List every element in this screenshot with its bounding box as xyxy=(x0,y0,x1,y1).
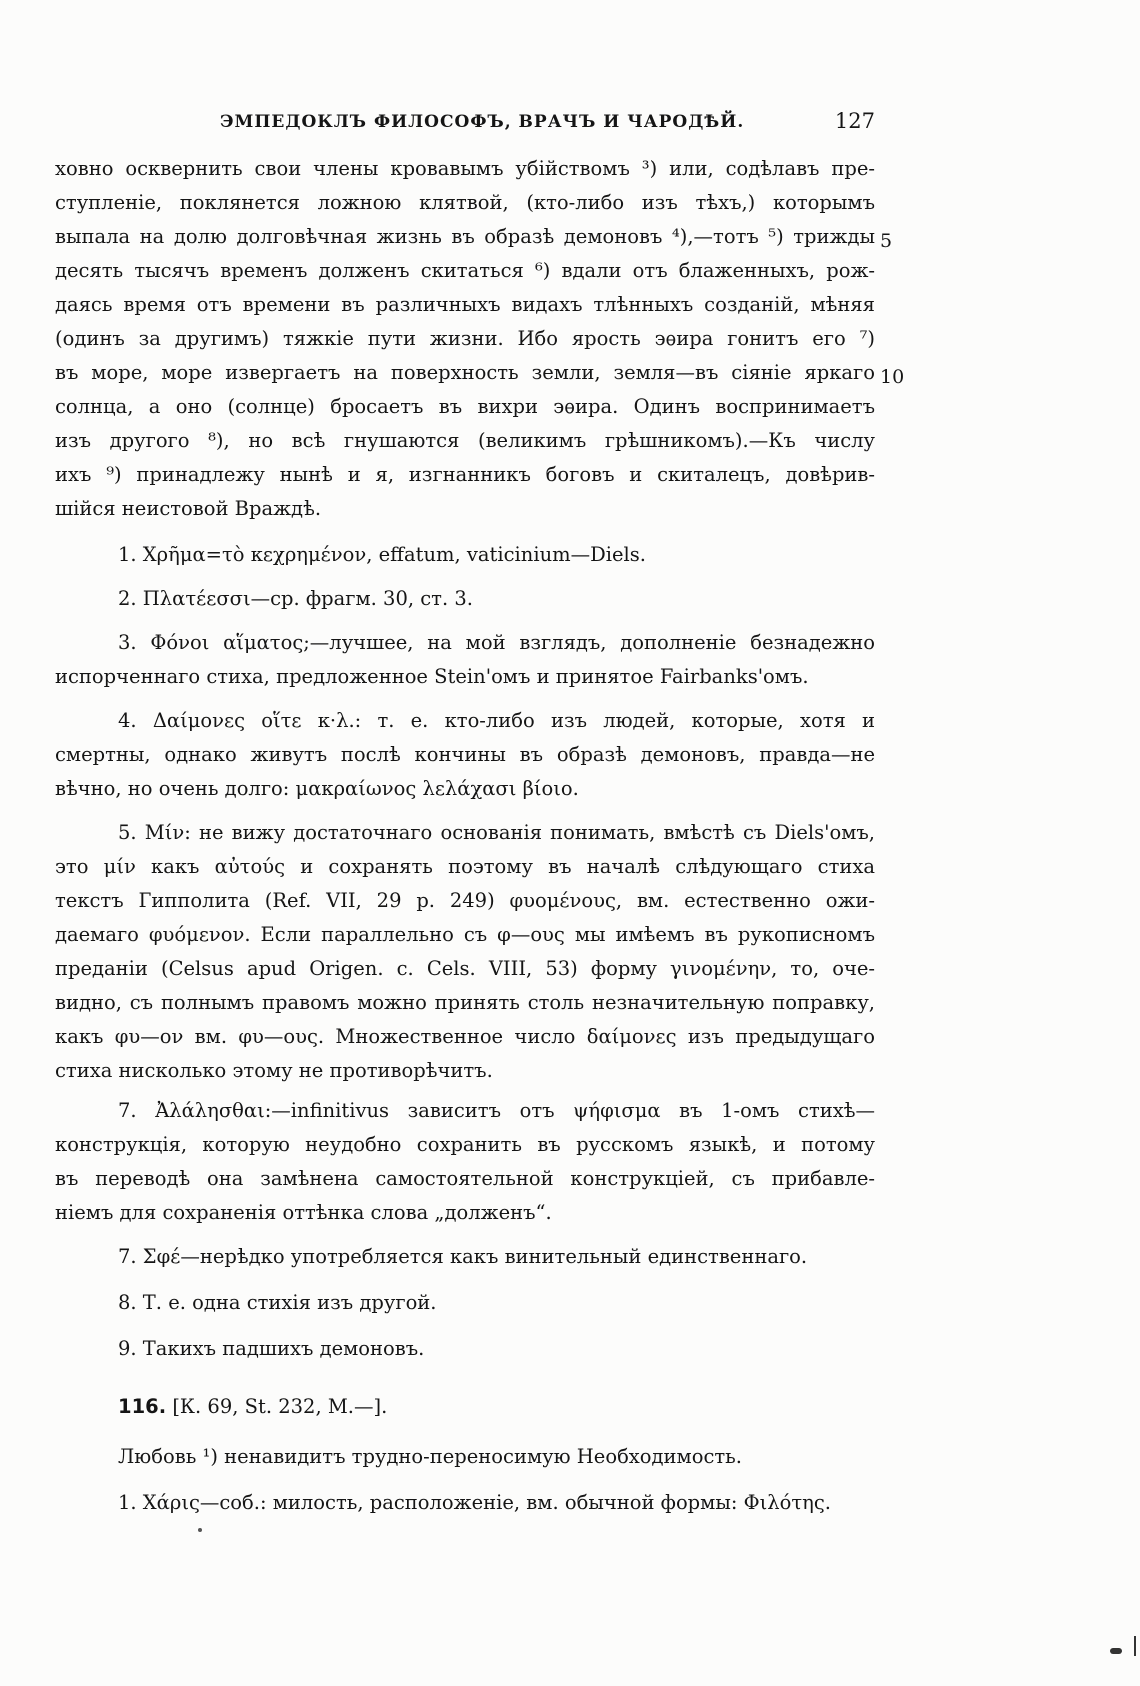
footnote-line: 4. Δαίμονες οἵτε κ·λ.: т. е. кто-либо изъ людей, которые, хотя и xyxy=(118,709,875,732)
footnote-line: конструкція, которую неудобно сохранить въ русскомъ языкѣ, и потому xyxy=(55,1133,875,1156)
footnote-line: 7. Ἀλάλησθαι:—infinitivus зависитъ отъ ψήφισμα въ 1-омъ стихѣ— xyxy=(118,1099,875,1122)
footnote-line: смертны, однако живутъ послѣ кончины въ образѣ демоновъ, правда—не xyxy=(55,743,875,766)
footnote-line: 2. Πλατέεσσι—ср. фрагм. 30, ст. 3. xyxy=(118,587,473,610)
footnote-line: 1. Χρῆμα=τὸ κεχρημένον, effatum, vaticinium—Diels. xyxy=(118,543,646,566)
footnote-line: преданіи (Celsus apud Origen. c. Cels. VIII, 53) форму γινομένην, то, оче- xyxy=(55,957,875,980)
footnote-line: даемаго φυόμενον. Если параллельно съ φ—ους мы имѣемъ въ рукописномъ xyxy=(55,923,875,946)
text-line: шійся неистовой Враждѣ. xyxy=(55,497,322,520)
fragment-footnote xyxy=(55,1486,875,1520)
footnote-line: 1. Χάρις—соб.: милость, расположеніе, вм. обычной формы: Φιλότης. xyxy=(118,1491,831,1514)
text-line: солнца, а оно (солнце) бросаетъ въ вихри эѳира. Одинъ воспринимаетъ xyxy=(55,395,875,418)
fragment-heading-line xyxy=(55,1390,875,1424)
fragment-number: 116. xyxy=(118,1395,167,1418)
footnote-7b xyxy=(55,1240,875,1274)
footnote-line: 8. Т. е. одна стихія изъ другой. xyxy=(118,1291,437,1314)
footnote-8 xyxy=(55,1286,875,1320)
footnote-line: стиха нисколько этому не противорѣчитъ. xyxy=(55,1059,493,1082)
footnote-9 xyxy=(55,1332,875,1366)
text-line: выпала на долю долговѣчная жизнь въ образѣ демоновъ ⁴),—тотъ ⁵) трижды xyxy=(55,225,875,248)
footnote-line: 5. Μίν: не вижу достаточнаго основанія понимать, вмѣстѣ съ Diels'омъ, xyxy=(118,821,875,844)
fragment-heading xyxy=(55,1390,875,1424)
text-line: (одинъ за другимъ) тяжкіе пути жизни. Ибо ярость эѳира гонитъ его ⁷) xyxy=(55,327,875,350)
scan-edge-line xyxy=(1134,1636,1136,1656)
footnote-3 xyxy=(55,626,875,694)
main-text xyxy=(55,152,875,526)
text-line: ихъ ⁹) принадлежу нынѣ и я, изгнанникъ боговъ и скиталецъ, довѣрив- xyxy=(55,463,875,486)
page-number: 127 xyxy=(834,109,875,133)
text-line: въ море, море извергаетъ на поверхность земли, земля—въ сіяніе яркаго xyxy=(55,361,875,384)
text-line: десять тысячъ временъ долженъ скитаться ⁶) вдали отъ блаженныхъ, рож- xyxy=(55,259,875,282)
scan-edge-mark xyxy=(1110,1648,1122,1654)
footnote-line: 9. Такихъ падшихъ демоновъ. xyxy=(118,1337,425,1360)
text-line: изъ другого ⁸), но всѣ гнушаются (великимъ грѣшникомъ).—Къ числу xyxy=(55,429,875,452)
footnote-line: видно, съ полнымъ правомъ можно принять столь незначительную поправку, xyxy=(55,991,875,1014)
footnote-7a xyxy=(55,1094,875,1230)
footnote-line: въ переводѣ она замѣнена самостоятельной конструкціей, съ прибавле- xyxy=(55,1167,875,1190)
footnote-line: какъ φυ—ον вм. φυ—ους. Множественное число δαίμονες изъ предыдущаго xyxy=(55,1025,875,1048)
text-line: ховно осквернить свои члены кровавымъ убійствомъ ³) или, содѣлавъ пре- xyxy=(55,157,875,180)
footnote-line: испорченнаго стиха, предложенное Stein'омъ и принятое Fairbanks'омъ. xyxy=(55,665,809,688)
text-line: даясь время отъ времени въ различныхъ видахъ тлѣнныхъ созданій, мѣняя xyxy=(55,293,875,316)
fragment-reference: [К. 69, St. 232, М.—]. xyxy=(172,1395,388,1418)
text-line: ступленіе, поклянется ложною клятвой, (кто-либо изъ тѣхъ,) которымъ xyxy=(55,191,875,214)
fragment-text xyxy=(55,1440,875,1474)
footnote-line: 7. Σφέ—нерѣдко употребляется какъ винительный единственнаго. xyxy=(118,1245,808,1268)
footnote-4 xyxy=(55,704,875,806)
footnote-5 xyxy=(55,816,875,1088)
line-number-10: 10 xyxy=(880,366,905,388)
footnote-1 xyxy=(55,538,875,572)
footnote-line: 3. Φόνοι αἵματος;—лучшее, на мой взглядъ, дополненіе безнадежно xyxy=(118,631,875,654)
running-title: ЭМПЕДОКЛЪ ФИЛОСОФЪ, ВРАЧЪ И ЧАРОДѢЙ. xyxy=(220,112,745,132)
footnote-2 xyxy=(55,582,875,616)
line-number-5: 5 xyxy=(880,230,893,252)
fragment-text-line: Любовь ¹) ненавидитъ трудно-переносимую Необходимость. xyxy=(118,1445,742,1468)
footnote-line: ніемъ для сохраненія оттѣнка слова „долженъ“. xyxy=(55,1201,552,1224)
footnote-line: вѣчно, но очень долго: μακραίωνος λελάχασι βίοιο. xyxy=(55,777,579,800)
footnote-line: это μίν какъ αὐτούς и сохранять поэтому въ началѣ слѣдующаго стиха xyxy=(55,855,875,878)
page-header xyxy=(220,109,875,142)
footnote-line: текстъ Гипполита (Ref. VII, 29 p. 249) φυομένους, вм. естественно ожи- xyxy=(55,889,875,912)
print-speck xyxy=(198,1528,202,1532)
